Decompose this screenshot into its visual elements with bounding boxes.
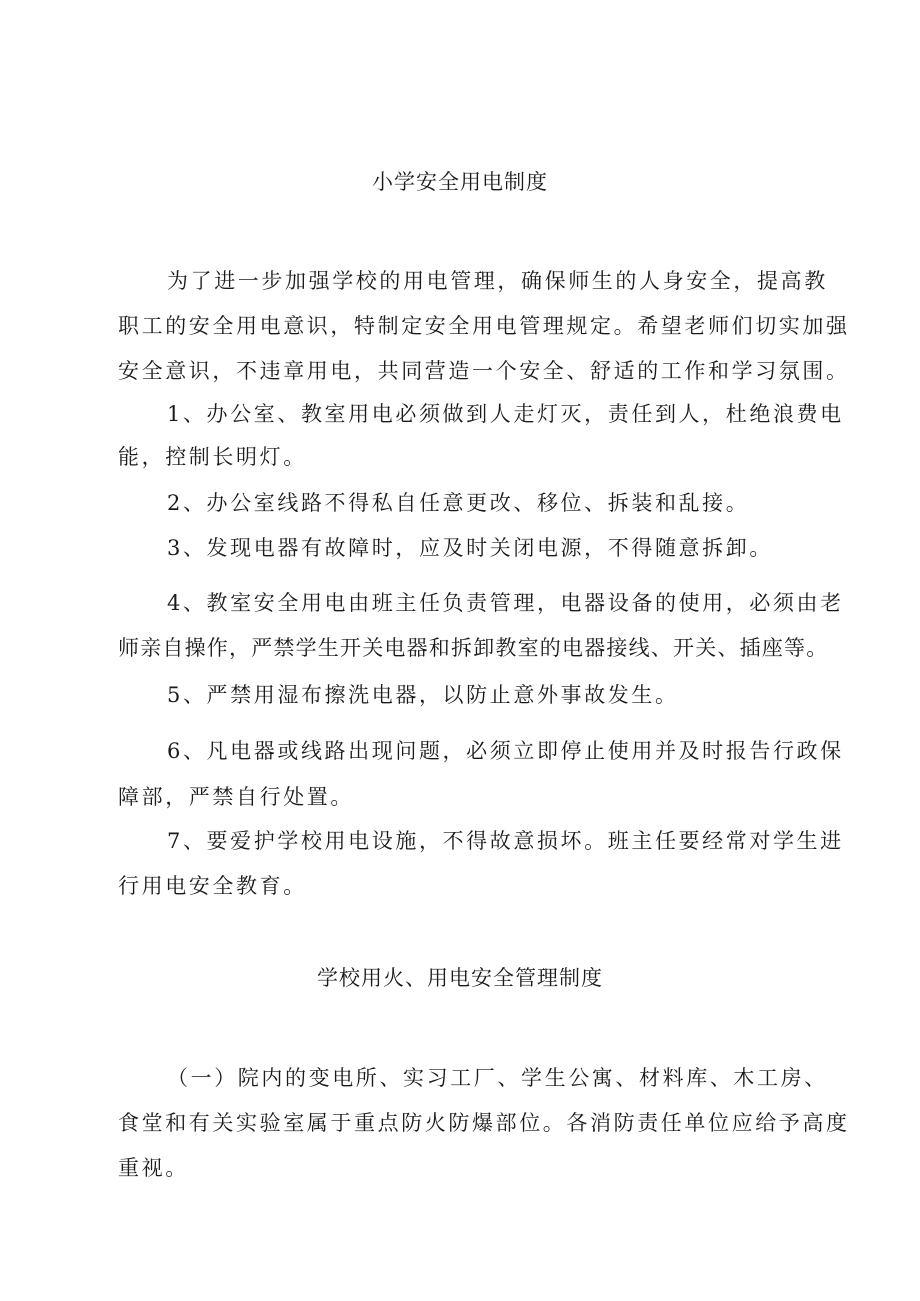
rule-5: 5、严禁用湿布擦洗电器，以防止意外事故发生。 xyxy=(167,683,679,707)
document-title: 小学安全用电制度 xyxy=(372,170,548,194)
rule-1-line-1: 1、办公室、教室用电必须做到人走灯灭，责任到人，杜绝浪费电 xyxy=(167,402,844,426)
intro-line-2: 职工的安全用电意识，特制定安全用电管理规定。希望老师们切实加强 xyxy=(118,314,850,338)
intro-line-1: 为了进一步加强学校的用电管理，确保师生的人身安全，提高教 xyxy=(167,269,828,293)
rule-1-line-2: 能，控制长明灯。 xyxy=(118,445,307,469)
rule-2: 2、办公室线路不得私自任意更改、移位、拆装和乱接。 xyxy=(167,491,750,515)
rule-6-line-1: 6、凡电器或线路出现问题，必须立即停止使用并及时报告行政保 xyxy=(167,739,844,763)
rule-4-line-1: 4、教室安全用电由班主任负责管理，电器设备的使用，必须由老 xyxy=(167,591,844,615)
section-1-line-2: 食堂和有关实验室属于重点防火防爆部位。各消防责任单位应给予高度 xyxy=(118,1111,850,1135)
rule-3: 3、发现电器有故障时，应及时关闭电源，不得随意拆卸。 xyxy=(167,536,773,560)
rule-7-line-1: 7、要爱护学校用电设施，不得故意损坏。班主任要经常对学生进 xyxy=(167,829,844,853)
rule-7-line-2: 行用电安全教育。 xyxy=(118,874,307,898)
intro-line-3: 安全意识，不违章用电，共同营造一个安全、舒适的工作和学习氛围。 xyxy=(118,359,850,383)
rule-6-line-2: 障部，严禁自行处置。 xyxy=(118,785,354,809)
section-title: 学校用火、用电安全管理制度 xyxy=(317,966,603,990)
section-1-line-3: 重视。 xyxy=(118,1156,189,1180)
section-1-line-1: （一）院内的变电所、实习工厂、学生公寓、材料库、木工房、 xyxy=(167,1066,828,1090)
rule-4-line-2: 师亲自操作，严禁学生开关电器和拆卸教室的电器接线、开关、插座等。 xyxy=(118,636,829,660)
